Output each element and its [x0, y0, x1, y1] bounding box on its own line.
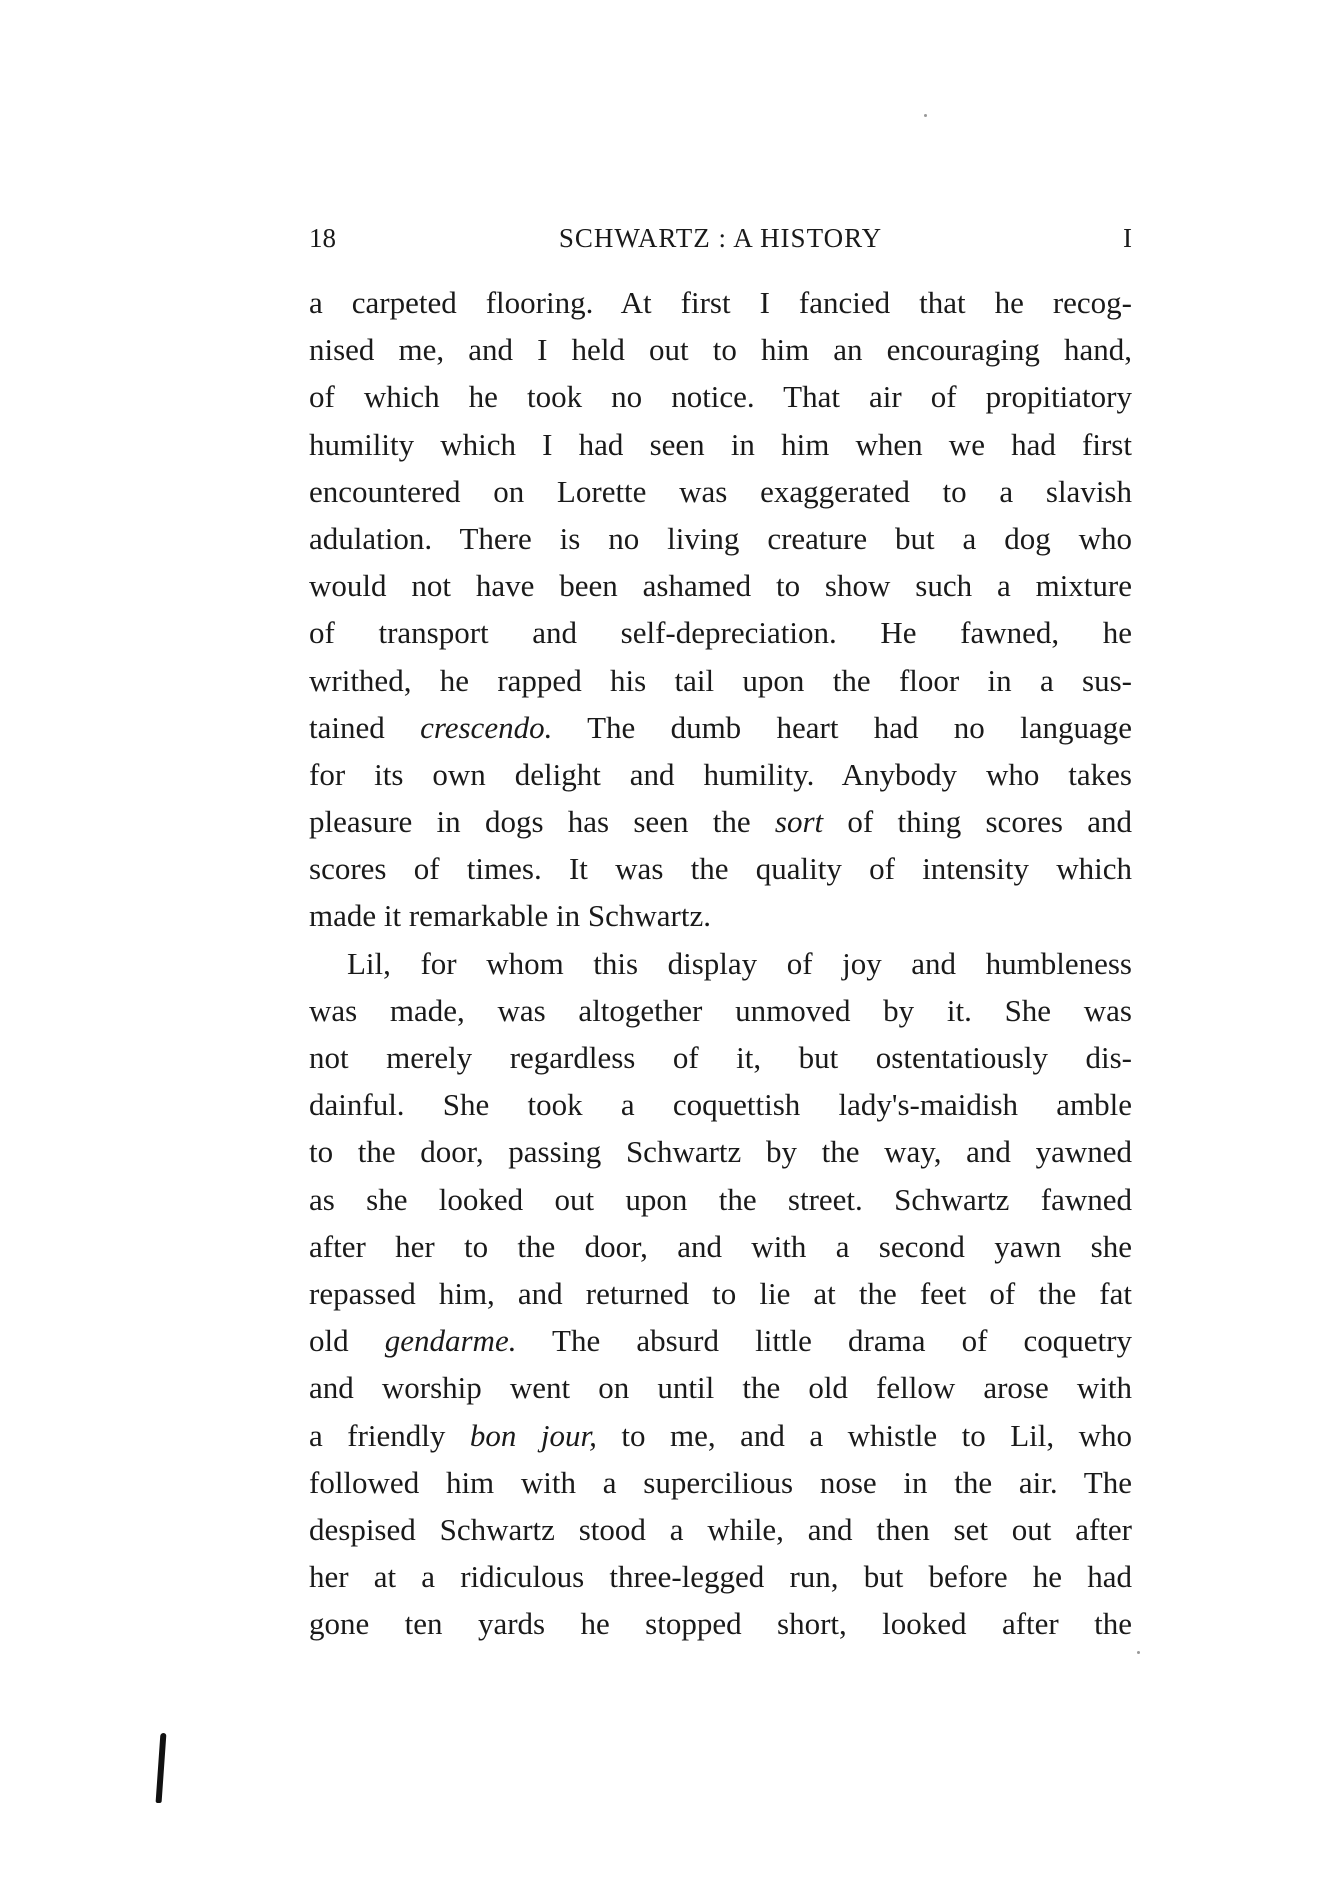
text-line	[309, 987, 1132, 1034]
text-segment: followed him with a supercilious nose in the air. The	[309, 1464, 1132, 1500]
text-line	[309, 657, 1132, 704]
text-segment: gone ten yards he stopped short, looked after the	[309, 1606, 1132, 1642]
text-line	[309, 704, 1132, 751]
text-segment: scores of times. It was the quality of intensity which	[309, 851, 1132, 887]
body-text	[309, 279, 1132, 1647]
text-line	[309, 1317, 1132, 1364]
page-speck	[924, 114, 927, 117]
text-segment: made it remarkable in Schwartz.	[309, 898, 711, 934]
text-line	[309, 326, 1132, 373]
italic-phrase: gendarme.	[384, 1323, 517, 1359]
text-segment: repassed him, and returned to lie at the feet of the fat	[309, 1275, 1132, 1311]
text-segment: to the door, passing Schwartz by the way, and yawned	[309, 1134, 1132, 1170]
text-segment: tained	[309, 709, 421, 745]
text-segment: for its own delight and humility. Anybody who takes	[309, 756, 1132, 792]
page-number: 18	[309, 223, 336, 253]
text-line	[309, 1034, 1132, 1081]
italic-phrase: sort	[774, 804, 824, 840]
text-line	[309, 1412, 1132, 1459]
text-line	[309, 1128, 1132, 1175]
text-segment: nised me, and I held out to him an encouraging hand,	[309, 332, 1132, 368]
text-line	[309, 1600, 1132, 1647]
text-line	[309, 892, 1132, 939]
italic-phrase: bon jour,	[469, 1417, 597, 1453]
text-line	[309, 515, 1132, 562]
text-line	[309, 279, 1132, 326]
text-segment: encountered on Lorette was exaggerated to a slavish	[309, 473, 1132, 509]
text-line	[309, 373, 1132, 420]
text-segment: old	[309, 1323, 385, 1359]
text-segment: Lil, for whom this display of joy and humbleness	[347, 945, 1132, 981]
page-speck	[1137, 1651, 1140, 1654]
text-line	[309, 1270, 1132, 1317]
text-line	[309, 609, 1132, 656]
text-line	[309, 1223, 1132, 1270]
text-segment: not merely regardless of it, but ostentatiously dis-	[309, 1040, 1132, 1075]
text-line	[309, 562, 1132, 609]
italic-phrase: crescendo.	[420, 709, 553, 745]
text-segment: a carpeted flooring. At first I fancied that he recog-	[309, 285, 1132, 320]
text-segment: humility which I had seen in him when we had first	[309, 426, 1132, 462]
text-line	[309, 468, 1132, 515]
text-segment: her at a ridiculous three-legged run, but before he had	[309, 1559, 1132, 1595]
text-segment: despised Schwartz stood a while, and then set out after	[309, 1511, 1132, 1547]
text-segment: and worship went on until the old fellow arose with	[309, 1370, 1132, 1406]
text-line	[309, 940, 1132, 987]
running-header	[309, 218, 1132, 258]
text-segment: of transport and self-depreciation. He fawned, he	[309, 615, 1132, 651]
text-line	[309, 845, 1132, 892]
text-segment: The absurd little drama of coquetry	[516, 1323, 1132, 1359]
running-title: SCHWARTZ : A HISTORY	[558, 223, 883, 253]
text-segment: would not have been ashamed to show such a mixture	[309, 568, 1132, 604]
text-line	[309, 421, 1132, 468]
text-line	[309, 1176, 1132, 1223]
text-line	[309, 751, 1132, 798]
margin-ink-mark	[156, 1733, 167, 1803]
text-segment: writhed, he rapped his tail upon the floor in a sus-	[309, 662, 1132, 698]
text-segment: as she looked out upon the street. Schwartz fawned	[309, 1181, 1132, 1217]
text-segment: a friendly	[309, 1417, 470, 1453]
text-line	[309, 1506, 1132, 1553]
text-line	[309, 1364, 1132, 1411]
text-segment: was made, was altogether unmoved by it. She was	[309, 992, 1132, 1028]
text-line	[309, 798, 1132, 845]
text-segment: of thing scores and	[823, 804, 1132, 840]
text-segment: The dumb heart had no language	[552, 709, 1132, 745]
text-segment: pleasure in dogs has seen the	[309, 804, 775, 840]
text-line	[309, 1459, 1132, 1506]
text-segment: adulation. There is no living creature but a dog who	[309, 520, 1132, 556]
text-line	[309, 1081, 1132, 1128]
text-segment: after her to the door, and with a second yawn she	[309, 1228, 1132, 1264]
text-segment: dainful. She took a coquettish lady's-maidish amble	[309, 1087, 1132, 1123]
text-segment: to me, and a whistle to Lil, who	[596, 1417, 1132, 1453]
text-segment: of which he took no notice. That air of propitiatory	[309, 379, 1132, 415]
text-line	[309, 1553, 1132, 1600]
chapter-number: I	[1123, 223, 1132, 253]
